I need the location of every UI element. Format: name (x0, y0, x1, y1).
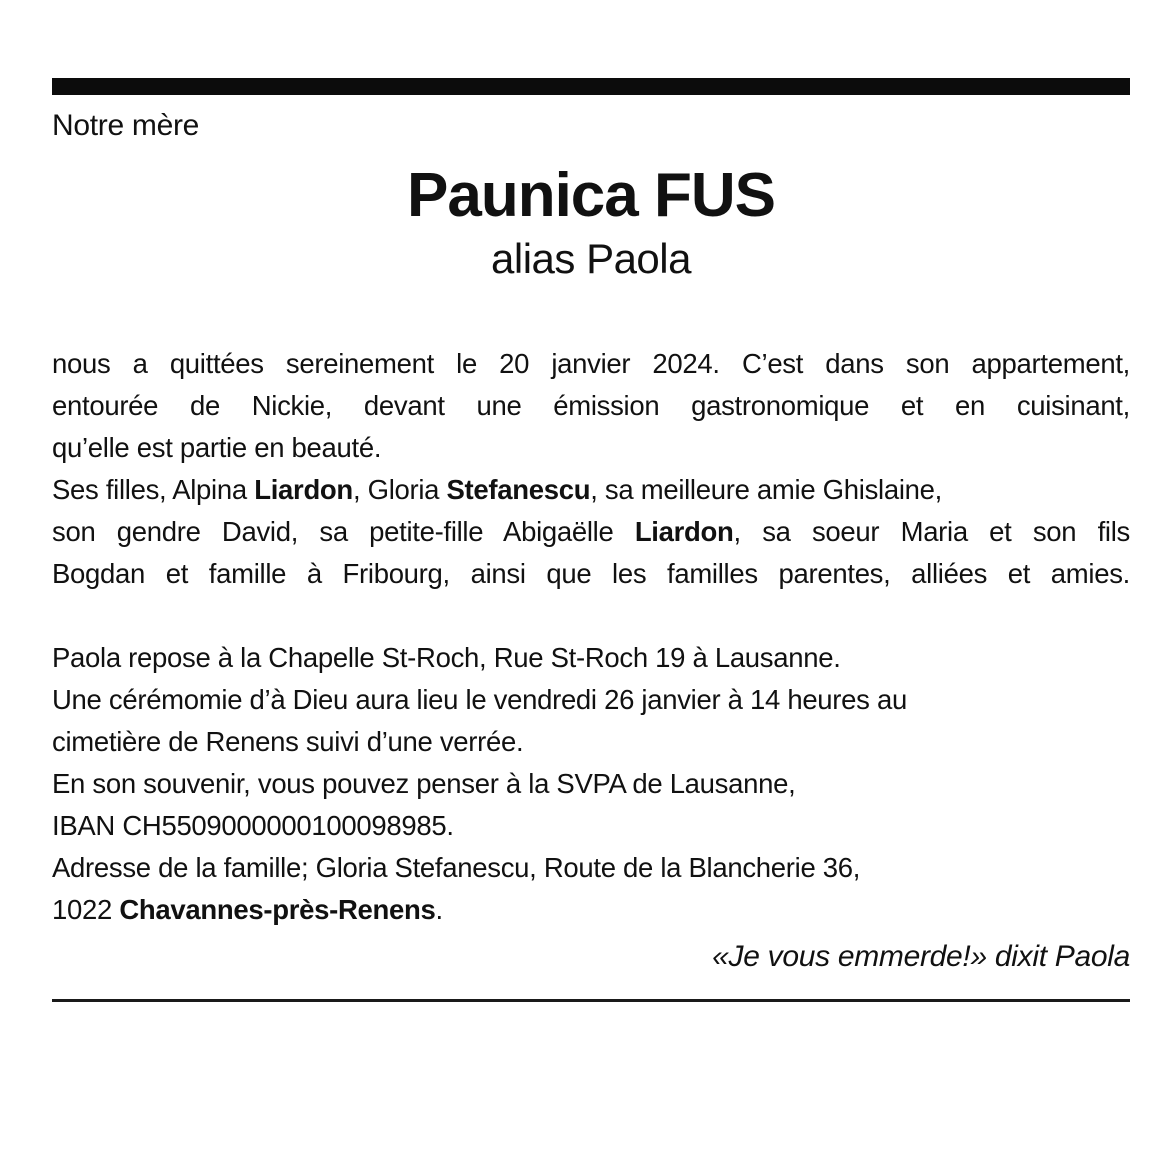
family-text: , sa soeur Maria et son fils (733, 516, 1130, 547)
quote-line: «Je vous emmerde!» dixit Paola (712, 940, 1130, 973)
top-rule (52, 78, 1130, 95)
family-name-bold: Liardon (634, 516, 734, 547)
address-line (52, 889, 1130, 931)
intro-label: Notre mère (52, 109, 200, 142)
family-text: , Gloria (352, 474, 447, 505)
family-text: son gendre David, sa petite-fille Abigaëlle (52, 516, 635, 547)
obituary-notice (0, 78, 1174, 1002)
obituary-line: entourée de Nickie, devant une émission gastronomique et en cuisinant, (52, 390, 1130, 421)
deceased-alias: alias Paola (491, 235, 691, 282)
address-text: . (435, 894, 443, 925)
ceremony-details (52, 637, 1130, 931)
family-line (52, 511, 1130, 553)
iban-line: IBAN CH5509000000100098985. (52, 810, 454, 841)
postal-code: 1022 (52, 894, 120, 925)
city-bold: Chavannes-près-Renens (119, 894, 436, 925)
obituary-line: nous a quittées sereinement le 20 janvier 2024. C’est dans son appartement, (52, 348, 1130, 379)
repose-line: Paola repose à la Chapelle St-Roch, Rue St-Roch 19 à Lausanne. (52, 642, 841, 673)
family-name-bold: Stefanescu (446, 474, 591, 505)
address-line: Adresse de la famille; Gloria Stefanescu, Route de la Blancherie 36, (52, 852, 861, 883)
family-text: Ses filles, Alpina (52, 474, 255, 505)
family-text: , sa meilleure amie Ghislaine, (590, 474, 942, 505)
family-name-bold: Liardon (254, 474, 353, 505)
bottom-rule (52, 999, 1130, 1002)
ceremony-line: Une cérémomie d’à Dieu aura lieu le vendredi 26 janvier à 14 heures au (52, 684, 907, 715)
donation-line: En son souvenir, vous pouvez penser à la SVPA de Lausanne, (52, 768, 796, 799)
obituary-body (52, 343, 1130, 595)
family-line: Bogdan et famille à Fribourg, ainsi que les familles parentes, alliées et amies. (52, 558, 1130, 589)
deceased-name: Paunica FUS (407, 161, 775, 230)
family-line (52, 469, 1130, 511)
ceremony-line: cimetière de Renens suivi d’une verrée. (52, 726, 524, 757)
obituary-line: qu’elle est partie en beauté. (52, 432, 382, 463)
